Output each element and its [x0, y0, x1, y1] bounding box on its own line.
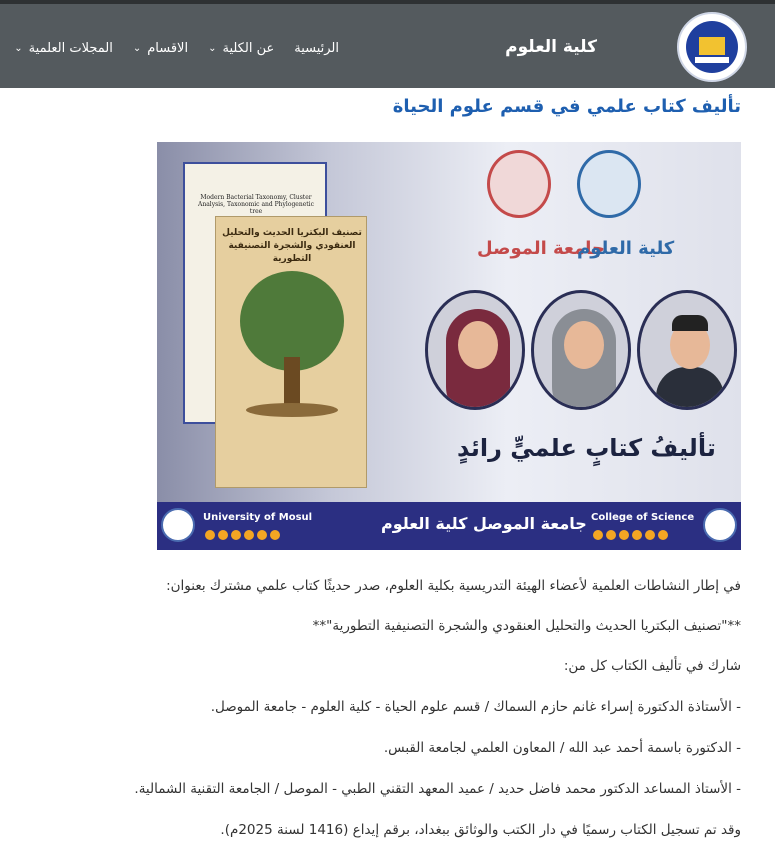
- social-icon: [205, 530, 215, 540]
- logo-book-icon: [699, 37, 725, 55]
- social-icon: [619, 530, 629, 540]
- social-icon: [593, 530, 603, 540]
- author-item-1: - الأستاذة الدكتورة إسراء غانم حازم السماك / قسم علوم الحياة - كلية العلوم - جامعة الموصل.: [210, 699, 741, 715]
- author-item-2: - الدكتورة باسمة أحمد عبد الله / المعاون العلمي لجامعة القبس.: [383, 740, 741, 756]
- hero-image: [157, 142, 741, 550]
- banner-university-label: University of Mosul: [203, 512, 313, 523]
- social-icon: [244, 530, 254, 540]
- college-script: كلية العلوم: [577, 238, 675, 259]
- college-seal-icon: [577, 150, 641, 218]
- nav-departments[interactable]: [133, 41, 188, 56]
- chevron-down-icon: ⌄: [208, 43, 217, 54]
- main-nav: [14, 41, 339, 56]
- site-title[interactable]: كلية العلوم: [505, 37, 597, 57]
- portrait-suit: [656, 367, 724, 410]
- nav-about-college[interactable]: [208, 41, 274, 56]
- book-title-paragraph: **"تصنيف البكتريا الحديث والتحليل العنقودي والشجرة التصنيفية التطورية"**: [312, 618, 741, 634]
- social-icons: [205, 530, 280, 540]
- social-icon: [658, 530, 668, 540]
- nav-about-label: عن الكلية: [222, 41, 275, 56]
- portrait-hair: [672, 315, 708, 331]
- tree-trunk: [284, 357, 300, 407]
- intro-paragraph: في إطار النشاطات العلمية لأعضاء الهيئة التدريسية بكلية العلوم، صدر حديثًا كتاب علمي مشترك بعنوان:: [166, 578, 741, 594]
- tree-roots: [246, 403, 338, 417]
- site-header: [0, 4, 775, 88]
- chevron-down-icon: ⌄: [132, 43, 142, 54]
- hero-caption: تأليفُ كتابٍ علميٍّ رائدٍ: [457, 434, 716, 462]
- tree-icon: [240, 271, 344, 371]
- nav-home-label: الرئيسية: [294, 41, 339, 56]
- article-title: تأليف كتاب علمي في قسم علوم الحياة: [392, 96, 741, 117]
- banner-center-calligraphy: جامعة الموصل كلية العلوم: [381, 514, 587, 533]
- nav-departments-label: الاقسام: [147, 41, 189, 56]
- social-icon: [231, 530, 241, 540]
- author-portrait-2: [531, 290, 631, 410]
- banner-college-label: College of Science: [591, 512, 695, 523]
- front-cover-title: تصنيف البكتريا الحديث والتحليل العنقودي والشجرة التصنيفية التطورية: [222, 228, 362, 264]
- social-icon: [632, 530, 642, 540]
- social-icon: [606, 530, 616, 540]
- social-icons: [593, 530, 668, 540]
- portrait-face: [458, 321, 498, 369]
- social-icon: [257, 530, 267, 540]
- hero-footer-banner: [157, 502, 741, 550]
- author-item-3: - الأستاذ المساعد الدكتور محمد فاضل حديد / عميد المعهد التقني الطبي - الموصل / الجامعة التقنية الشمالية.: [134, 781, 741, 797]
- portrait-face: [564, 321, 604, 369]
- book-front-cover: [215, 216, 367, 488]
- social-icon: [645, 530, 655, 540]
- university-script: جامعة الموصل: [477, 238, 605, 259]
- social-icon: [218, 530, 228, 540]
- logo-banner-icon: [695, 57, 729, 63]
- author-portrait-3: [637, 290, 737, 410]
- nav-journals-label: المجلات العلمية: [28, 41, 113, 56]
- nav-home[interactable]: [294, 41, 339, 56]
- university-badge-icon: [161, 508, 195, 542]
- nav-journals[interactable]: [14, 41, 113, 56]
- college-badge-icon: [703, 508, 737, 542]
- social-icon: [270, 530, 280, 540]
- university-logo[interactable]: [677, 12, 747, 82]
- registration-paragraph: وقد تم تسجيل الكتاب رسميًا في دار الكتب والوثائق ببغداد، برقم إيداع (1416 لسنة 2025م).: [220, 822, 741, 838]
- authors-intro: شارك في تأليف الكتاب كل من:: [563, 658, 741, 674]
- university-seal-icon: [487, 150, 551, 218]
- author-portrait-1: [425, 290, 525, 410]
- chevron-down-icon: ⌄: [14, 43, 23, 54]
- back-cover-title: Modern Bacterial Taxonomy, Cluster Analysis, Taxonomic and Phylogenetic tree: [198, 194, 314, 215]
- logo-emblem-icon: [686, 21, 738, 73]
